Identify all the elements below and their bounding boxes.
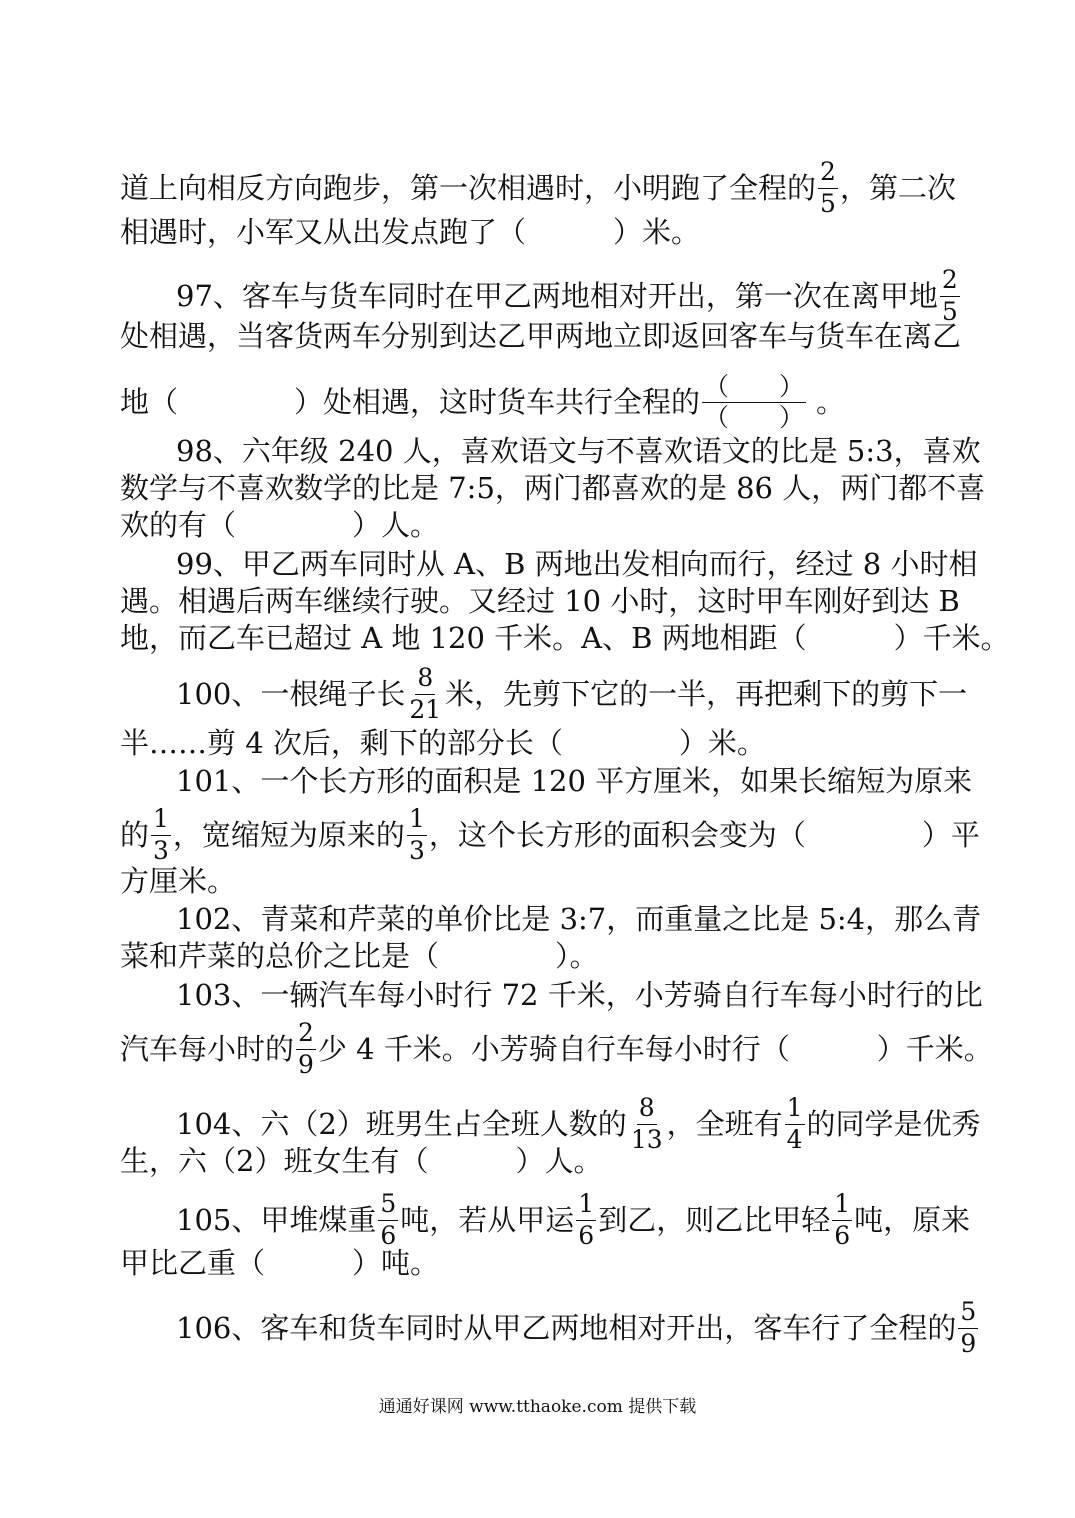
- text-segment: ，这个长方形的面积会变为（ ）平: [428, 817, 980, 852]
- fraction: [940, 266, 960, 327]
- text-line: [120, 1246, 956, 1280]
- problem-106-line: [176, 1297, 977, 1359]
- text-line: [120, 372, 956, 433]
- fraction-numerator: 8: [637, 1094, 657, 1125]
- text-segment: ，全班有: [666, 1106, 783, 1141]
- fraction-numerator: 5: [958, 1298, 978, 1329]
- fraction: [151, 805, 171, 866]
- fraction: [576, 1190, 596, 1251]
- fraction: [407, 805, 427, 866]
- text-line: [120, 508, 956, 542]
- text-segment: 欢的有（ ）人。: [120, 508, 440, 542]
- fraction-numerator: （ ）: [704, 372, 805, 401]
- fraction-denominator: 3: [153, 835, 169, 865]
- fraction-numerator: 1: [832, 1190, 852, 1221]
- fraction: [407, 664, 443, 725]
- text-line: [120, 158, 956, 219]
- fraction-numerator: 1: [576, 1190, 596, 1221]
- problem-98-line: [176, 434, 981, 468]
- text-line: [120, 215, 956, 249]
- text-line: [120, 584, 960, 618]
- text-segment: ，宽缩短为原来的: [172, 817, 405, 852]
- problem-102-line: [176, 902, 982, 936]
- fraction: [785, 1094, 805, 1155]
- fraction: [378, 1190, 398, 1251]
- text-line: [120, 319, 962, 353]
- text-segment: 吨，若从甲运: [400, 1202, 575, 1237]
- text-segment: 处相遇，当客货两车分别到达乙甲两地立即返回客车与货车在离乙: [120, 319, 962, 353]
- fraction-numerator: 5: [378, 1190, 398, 1221]
- text-segment: 数学与不喜欢数学的比是 7:5，两门都喜欢的是 86 人，两门都不喜: [120, 471, 986, 505]
- text-line: [120, 939, 956, 973]
- text-segment: 相遇时，小军又从出发点跑了（ ）米。: [120, 215, 701, 249]
- text-segment: 97、客车与货车同时在甲乙两地相对开出，第一次在离甲地: [176, 278, 938, 313]
- text-segment: 甲比乙重（ ）吨。: [120, 1246, 440, 1280]
- text-line: [120, 804, 980, 866]
- fraction-denominator: 5: [820, 188, 836, 218]
- footer-source: 通通好课网 www.tthaoke.com 提供下载: [378, 1397, 697, 1417]
- fraction: [832, 1190, 852, 1251]
- text-segment: 道上向相反方向跑步，第一次相遇时，小明跑了全程的: [120, 170, 817, 205]
- text-segment: 102、青菜和芹菜的单价比是 3:7，而重量之比是 5:4，那么青: [176, 902, 982, 936]
- fraction-denominator: 6: [380, 1220, 397, 1250]
- text-segment: 的: [120, 817, 150, 852]
- fraction-denominator: 21: [409, 694, 442, 724]
- problem-99-line: [176, 547, 978, 581]
- problem-105-line: [176, 1189, 971, 1251]
- text-line: [120, 621, 1010, 655]
- text-segment: 100、一根绳子长: [176, 676, 406, 711]
- text-segment: 菜和芹菜的总价之比是（ ）。: [120, 939, 599, 973]
- text-segment: 99、甲乙两车同时从 A、B 两地出发相向而行，经过 8 小时相: [176, 547, 978, 581]
- blank-fraction: [702, 372, 806, 433]
- text-segment: 少 4 千米。小芳骑自行车每小时行（ ）千米。: [317, 1031, 993, 1066]
- problem-100-line: [176, 663, 968, 725]
- problem-97-line: [176, 266, 956, 327]
- text-segment: 遇。相遇后两车继续行驶。又经过 10 小时，这时甲车刚好到达 B: [120, 584, 960, 618]
- text-segment: 104、六（2）班男生占全班人数的: [176, 1106, 627, 1141]
- text-segment: 到乙，则乙比甲轻: [598, 1202, 831, 1237]
- fraction-numerator: 2: [296, 1019, 316, 1050]
- text-segment: 103、一辆汽车每小时行 72 千米，小芳骑自行车每小时行的比: [176, 978, 983, 1012]
- text-segment: 方厘米。: [120, 864, 237, 898]
- text-segment: 米，先剪下它的一半，再把剩下的剪下一: [445, 676, 968, 711]
- text-segment: 。: [816, 385, 846, 419]
- fraction: [818, 158, 838, 219]
- fraction-numerator: 2: [818, 158, 838, 189]
- text-segment: 地（ ）处相遇，这时货车共行全程的: [120, 385, 701, 419]
- text-segment: 的同学是优秀: [806, 1106, 981, 1141]
- fraction-numerator: 2: [940, 266, 960, 297]
- fraction-denominator: （ ）: [704, 403, 805, 432]
- fraction-numerator: 8: [415, 664, 435, 695]
- text-line: [120, 1018, 993, 1080]
- fraction-denominator: 5: [941, 296, 958, 326]
- fraction-denominator: 3: [408, 835, 425, 865]
- text-segment: ，第二次: [839, 170, 956, 205]
- fraction-denominator: 4: [786, 1124, 803, 1154]
- text-segment: 半……剪 4 次后，剩下的部分长（ ）米。: [120, 726, 766, 760]
- fraction-denominator: 6: [578, 1220, 595, 1250]
- fraction-denominator: 13: [630, 1124, 663, 1154]
- text-segment: 98、六年级 240 人，喜欢语文与不喜欢语文的比是 5:3，喜欢: [176, 434, 981, 468]
- problem-103-line: [176, 978, 983, 1012]
- fraction-numerator: 1: [151, 805, 171, 836]
- text-segment: 101、一个长方形的面积是 120 平方厘米，如果长缩短为原来: [176, 764, 973, 798]
- fraction: [958, 1298, 978, 1359]
- fraction-numerator: 1: [785, 1094, 805, 1125]
- text-segment: 105、甲堆煤重: [176, 1202, 377, 1237]
- text-line: [120, 1144, 956, 1178]
- text-line: [120, 726, 956, 760]
- fraction: [296, 1019, 316, 1080]
- problem-101-line: [176, 764, 973, 798]
- fraction-denominator: 6: [834, 1220, 851, 1250]
- text-segment: 生，六（2）班女生有（ ）人。: [120, 1144, 603, 1178]
- text-line: [120, 864, 956, 898]
- text-segment: 汽车每小时的: [120, 1031, 295, 1066]
- fraction: [629, 1094, 665, 1155]
- fraction-denominator: 9: [298, 1049, 314, 1079]
- fraction-denominator: 9: [960, 1328, 977, 1358]
- text-segment: 106、客车和货车同时从甲乙两地相对开出，客车行了全程的: [176, 1310, 957, 1345]
- text-line: [120, 471, 986, 505]
- text-segment: 地，而乙车已超过 A 地 120 千米。A、B 两地相距（ ）千米。: [120, 621, 1010, 655]
- text-segment: 吨，原来: [854, 1202, 971, 1237]
- fraction-numerator: 1: [407, 805, 427, 836]
